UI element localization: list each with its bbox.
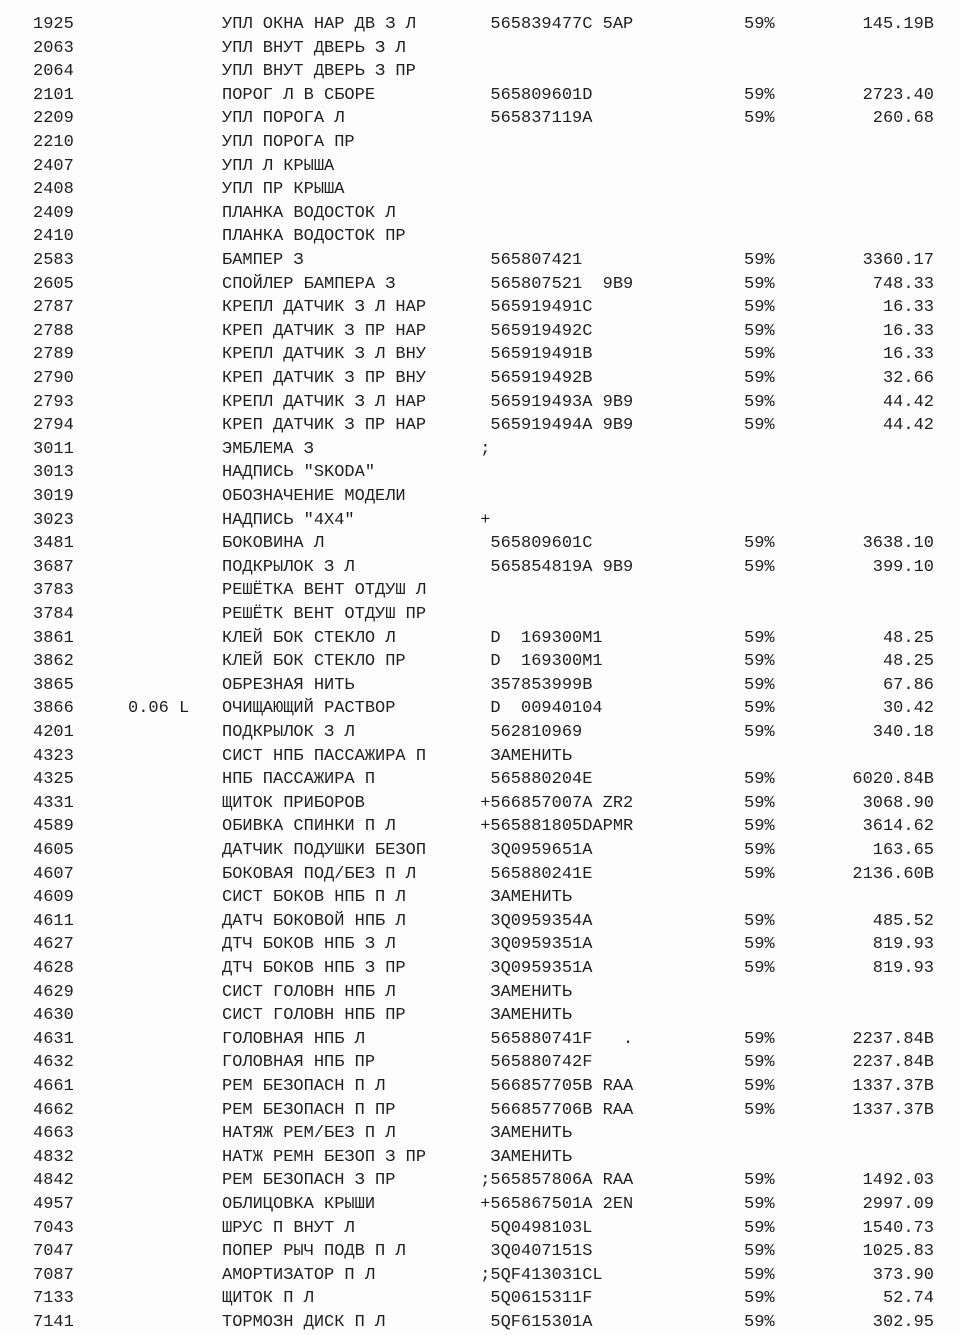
row-part-code: 566857706B RAA (470, 1100, 634, 1120)
table-row (0, 1099, 960, 1122)
table-row (0, 320, 960, 343)
table-row (0, 225, 960, 248)
row-part-name: КРЕП ДАТЧИК З ПР НАР (222, 416, 427, 436)
table-row (0, 627, 960, 650)
row-percent: 59% (744, 534, 775, 554)
row-part-code: D 169300M1 (470, 628, 603, 648)
row-number: 4201 (33, 723, 74, 742)
row-part-code: 566857705B RAA (470, 1077, 634, 1096)
row-price: 340.18 (872, 723, 934, 742)
row-part-code: D 00940104 (470, 699, 603, 719)
row-percent: 59% (744, 1289, 775, 1309)
row-number: 2210 (33, 133, 74, 152)
row-part-code: 3Q0959651A (470, 841, 593, 860)
row-part-code: D 169300M1 (470, 652, 603, 672)
row-number: 4609 (33, 888, 74, 908)
table-row (0, 249, 960, 272)
row-part-name: КЛЕЙ БОК СТЕКЛО ПР (222, 652, 406, 672)
row-percent: 59% (744, 1195, 775, 1214)
table-row (0, 1217, 960, 1240)
row-part-code: 3Q0959354A (470, 911, 593, 931)
row-percent: 59% (744, 416, 775, 436)
row-number: 3013 (33, 463, 74, 483)
table-row (0, 1075, 960, 1098)
table-row (0, 1028, 960, 1051)
row-number: 4323 (33, 746, 74, 766)
row-part-name: РЕШЁТКА ВЕНТ ОТДУШ Л (222, 581, 427, 601)
row-number: 7047 (33, 1242, 74, 1262)
table-row (0, 697, 960, 720)
row-price: 48.25 (882, 652, 934, 672)
table-row (0, 178, 960, 201)
table-row (0, 981, 960, 1004)
table-row (0, 131, 960, 154)
table-row (0, 485, 960, 508)
row-part-name: ЩИТОК П Л (222, 1289, 314, 1309)
row-price: 163.65 (872, 841, 934, 860)
row-part-name: НАТЖ РЕМН БЕЗОП З ПР (222, 1147, 427, 1167)
row-part-name: УПЛ ПР КРЫША (222, 180, 345, 200)
row-price: 44.42 (882, 416, 934, 436)
table-row (0, 414, 960, 437)
table-row (0, 532, 960, 555)
table-row (0, 155, 960, 178)
row-part-code: ЗАМЕНИТЬ (470, 1124, 573, 1144)
row-quantity: 0.06 L (128, 699, 190, 719)
row-part-code: 3Q0959351A (470, 935, 593, 955)
row-price: 30.42 (882, 699, 934, 719)
row-part-name: ПЛАНКА ВОДОСТОК ПР (222, 227, 406, 247)
row-part-name: БОКОВИНА Л (222, 534, 325, 554)
row-part-name: УПЛ ОКНА НАР ДВ З Л (222, 15, 416, 34)
row-part-name: УПЛ ВНУТ ДВЕРЬ З ПР (222, 62, 416, 82)
row-price: 1025.83 (862, 1242, 934, 1262)
row-part-code: 565809601D (470, 85, 593, 105)
row-percent: 59% (744, 1171, 775, 1191)
row-part-name: ПЛАНКА ВОДОСТОК Л (222, 203, 396, 223)
table-row (0, 1122, 960, 1145)
row-part-name: СПОЙЛЕР БАМПЕРА З (222, 274, 396, 294)
table-row (0, 792, 960, 815)
row-part-code: 565854819A 9B9 (470, 557, 634, 577)
row-percent: 59% (744, 1242, 775, 1262)
row-number: 4832 (33, 1147, 74, 1167)
row-percent: 59% (744, 1265, 775, 1285)
row-percent: 59% (744, 817, 775, 837)
row-part-name: ДТЧ БОКОВ НПБ З Л (222, 935, 396, 955)
row-number: 7087 (33, 1265, 74, 1285)
row-number: 3687 (33, 557, 74, 577)
row-part-code: ЗАМЕНИТЬ (470, 982, 573, 1002)
table-row (0, 1146, 960, 1169)
row-price: 1492.03 (862, 1171, 934, 1191)
table-row (0, 745, 960, 768)
row-part-name: ОЧИЩАЮЩИЙ РАСТВОР (222, 699, 396, 719)
row-percent: 59% (744, 1077, 775, 1096)
row-percent: 59% (744, 392, 775, 412)
row-part-name: СИСТ НПБ ПАССАЖИРА П (222, 746, 427, 766)
row-price: 16.33 (882, 345, 934, 365)
row-percent: 59% (744, 841, 775, 860)
table-row (0, 957, 960, 980)
table-row (0, 1311, 960, 1334)
row-price: 1337.37B (852, 1077, 934, 1096)
row-number: 4662 (33, 1100, 74, 1120)
row-part-name: ГОЛОВНАЯ НПБ ПР (222, 1053, 376, 1073)
row-number: 4661 (33, 1077, 74, 1096)
row-part-code: 3Q0959351A (470, 959, 593, 978)
row-part-code: 565919494A 9B9 (470, 416, 634, 436)
row-number: 3481 (33, 534, 74, 554)
row-percent: 59% (744, 652, 775, 672)
row-number: 4331 (33, 793, 74, 813)
row-number: 2408 (33, 180, 74, 200)
row-price: 52.74 (882, 1289, 934, 1309)
row-percent: 59% (744, 723, 775, 742)
row-part-code: 565809601C (470, 534, 593, 554)
row-number: 4611 (33, 911, 74, 931)
table-row (0, 202, 960, 225)
table-row (0, 1193, 960, 1216)
row-part-name: ОБОЗНАЧЕНИЕ МОДЕЛИ (222, 487, 406, 506)
row-price: 399.10 (872, 557, 934, 577)
row-part-name: СИСТ БОКОВ НПБ П Л (222, 888, 406, 908)
table-row (0, 579, 960, 602)
row-part-name: РЕМ БЕЗОПАСН П Л (222, 1077, 386, 1096)
row-part-code: ;5QF413031CL (470, 1265, 603, 1285)
row-number: 3023 (33, 510, 74, 530)
row-part-code: +566857007A ZR2 (470, 793, 634, 813)
row-percent: 59% (744, 1029, 775, 1049)
row-part-code: 3Q0407151S (470, 1242, 593, 1262)
row-part-name: УПЛ ПОРОГА ПР (222, 133, 355, 152)
row-part-code: +565867501A 2EN (470, 1195, 634, 1214)
row-part-name: ОБЛИЦОВКА КРЫШИ (222, 1195, 376, 1214)
row-price: 485.52 (872, 911, 934, 931)
row-part-name: КРЕП ДАТЧИК З ПР ВНУ (222, 369, 427, 388)
table-row (0, 107, 960, 130)
row-part-name: РЕШЁТК ВЕНТ ОТДУШ ПР (222, 605, 427, 624)
row-part-code: 562810969 (470, 723, 583, 742)
row-part-code: 565880241E (470, 864, 593, 884)
row-price: 48.25 (882, 628, 934, 648)
row-number: 2209 (33, 109, 74, 129)
row-number: 4663 (33, 1124, 74, 1144)
table-row (0, 603, 960, 626)
row-part-code: 565919493A 9B9 (470, 392, 634, 412)
row-percent: 59% (744, 298, 775, 318)
row-part-name: ОБИВКА СПИНКИ П Л (222, 817, 396, 837)
table-row (0, 886, 960, 909)
table-row (0, 391, 960, 414)
table-row (0, 13, 960, 36)
row-number: 3865 (33, 675, 74, 695)
table-row (0, 84, 960, 107)
row-percent: 59% (744, 911, 775, 931)
row-percent: 59% (744, 864, 775, 884)
row-part-name: КРЕПЛ ДАТЧИК З Л НАР (222, 392, 427, 412)
row-part-name: УПЛ ПОРОГА Л (222, 109, 345, 129)
row-price: 819.93 (872, 935, 934, 955)
row-part-name: ПОДКРЫЛОК З Л (222, 557, 355, 577)
table-row (0, 273, 960, 296)
row-number: 2793 (33, 392, 74, 412)
row-number: 4631 (33, 1029, 74, 1049)
row-price: 302.95 (872, 1313, 934, 1332)
row-part-name: ГОЛОВНАЯ НПБ Л (222, 1029, 365, 1049)
row-percent: 59% (744, 675, 775, 695)
row-number: 2789 (33, 345, 74, 365)
row-part-code: 565919491B (470, 345, 593, 365)
row-price: 3068.90 (862, 793, 934, 813)
table-row (0, 839, 960, 862)
row-price: 145.19B (862, 15, 934, 34)
row-part-name: НАТЯЖ РЕМ/БЕЗ П Л (222, 1124, 396, 1144)
row-part-name: ДАТЧИК ПОДУШКИ БЕЗОП (222, 841, 427, 860)
row-part-name: ТОРМОЗН ДИСК П Л (222, 1313, 386, 1332)
row-number: 2063 (33, 38, 74, 58)
table-row (0, 674, 960, 697)
row-part-name: РЕМ БЕЗОПАСН П ПР (222, 1100, 396, 1120)
row-part-name: ПОПЕР РЫЧ ПОДВ П Л (222, 1242, 406, 1262)
row-percent: 59% (744, 85, 775, 105)
row-part-name: БАМПЕР З (222, 251, 304, 270)
row-percent: 59% (744, 345, 775, 365)
row-number: 7141 (33, 1313, 74, 1332)
row-percent: 59% (744, 1100, 775, 1120)
row-number: 4628 (33, 959, 74, 978)
row-part-code: ЗАМЕНИТЬ (470, 888, 573, 908)
table-row (0, 1264, 960, 1287)
table-row (0, 721, 960, 744)
row-price: 3360.17 (862, 251, 934, 270)
row-price: 32.66 (882, 369, 934, 388)
row-part-code: 565880204E (470, 770, 593, 790)
row-number: 4842 (33, 1171, 74, 1191)
row-number: 3862 (33, 652, 74, 672)
row-part-name: РЕМ БЕЗОПАСН З ПР (222, 1171, 396, 1191)
row-part-code: ;565857806A RAA (470, 1171, 634, 1191)
row-number: 1925 (33, 15, 74, 34)
row-number: 3784 (33, 605, 74, 624)
row-part-name: ДТЧ БОКОВ НПБ З ПР (222, 959, 406, 978)
row-percent: 59% (744, 959, 775, 978)
row-number: 7043 (33, 1218, 74, 1238)
row-number: 2409 (33, 203, 74, 223)
row-percent: 59% (744, 109, 775, 129)
table-row (0, 367, 960, 390)
row-percent: 59% (744, 557, 775, 577)
row-part-name: ДАТЧ БОКОВОЙ НПБ Л (222, 911, 406, 931)
row-part-code: +565881805DAPMR (470, 817, 634, 837)
table-row (0, 509, 960, 532)
row-number: 4325 (33, 770, 74, 790)
row-price: 2237.84B (852, 1053, 934, 1073)
row-price: 260.68 (872, 109, 934, 129)
row-part-code: 565880742F (470, 1053, 593, 1073)
row-price: 2136.60B (852, 864, 934, 884)
row-number: 2583 (33, 251, 74, 270)
row-number: 2101 (33, 85, 74, 105)
row-percent: 59% (744, 369, 775, 388)
row-part-name: КРЕПЛ ДАТЧИК З Л ВНУ (222, 345, 427, 365)
row-part-name: КРЕПЛ ДАТЧИК З Л НАР (222, 298, 427, 318)
row-percent: 59% (744, 628, 775, 648)
table-row (0, 768, 960, 791)
row-part-code: 565919492C (470, 321, 593, 341)
row-number: 4605 (33, 841, 74, 860)
table-row (0, 1051, 960, 1074)
row-part-name: СИСТ ГОЛОВН НПБ Л (222, 982, 396, 1002)
table-row (0, 815, 960, 838)
row-percent: 59% (744, 251, 775, 270)
row-part-name: КЛЕЙ БОК СТЕКЛО Л (222, 628, 396, 648)
row-part-code: ЗАМЕНИТЬ (470, 746, 573, 766)
table-row (0, 343, 960, 366)
row-number: 4957 (33, 1195, 74, 1214)
row-number: 2407 (33, 156, 74, 176)
row-part-code: ЗАМЕНИТЬ (470, 1006, 573, 1026)
table-row (0, 438, 960, 461)
row-part-code: 357853999B (470, 675, 593, 695)
row-part-name: БОКОВАЯ ПОД/БЕЗ П Л (222, 864, 416, 884)
row-part-code: 5Q0498103L (470, 1218, 593, 1238)
row-percent: 59% (744, 793, 775, 813)
row-price: 3614.62 (862, 817, 934, 837)
row-price: 1540.73 (862, 1218, 934, 1238)
row-number: 3783 (33, 581, 74, 601)
row-part-code: ЗАМЕНИТЬ (470, 1147, 573, 1167)
row-part-code: 565919492B (470, 369, 593, 388)
row-number: 2064 (33, 62, 74, 82)
row-number: 4630 (33, 1006, 74, 1026)
row-part-name: АМОРТИЗАТОР П Л (222, 1265, 376, 1285)
row-price: 16.33 (882, 321, 934, 341)
row-number: 2605 (33, 274, 74, 294)
row-number: 4627 (33, 935, 74, 955)
row-percent: 59% (744, 1313, 775, 1332)
row-number: 3866 (33, 699, 74, 719)
row-number: 4629 (33, 982, 74, 1002)
table-row (0, 556, 960, 579)
row-number: 3861 (33, 628, 74, 648)
row-number: 2787 (33, 298, 74, 318)
row-part-name: ШРУС П ВНУТ Л (222, 1218, 355, 1238)
row-part-code: + (470, 510, 491, 530)
row-part-code: ; (470, 439, 491, 459)
row-part-name: ПОДКРЫЛОК З Л (222, 723, 355, 742)
row-price: 2237.84B (852, 1029, 934, 1049)
table-row (0, 933, 960, 956)
table-row (0, 296, 960, 319)
row-part-name: ЭМБЛЕМА З (222, 439, 314, 459)
row-number: 2794 (33, 416, 74, 436)
row-part-name: СИСТ ГОЛОВН НПБ ПР (222, 1006, 406, 1026)
row-part-name: ОБРЕЗНАЯ НИТЬ (222, 675, 355, 695)
row-part-name: УПЛ ВНУТ ДВЕРЬ З Л (222, 38, 406, 58)
row-percent: 59% (744, 1218, 775, 1238)
row-percent: 59% (744, 274, 775, 294)
row-price: 67.86 (882, 675, 934, 695)
row-part-code: 5Q0615311F (470, 1289, 593, 1309)
table-row (0, 461, 960, 484)
table-row (0, 37, 960, 60)
row-number: 7133 (33, 1289, 74, 1309)
row-part-code: 565919491C (470, 298, 593, 318)
row-number: 3019 (33, 487, 74, 506)
row-price: 44.42 (882, 392, 934, 412)
row-part-name: ЩИТОК ПРИБОРОВ (222, 793, 365, 813)
row-part-name: ПОРОГ Л В СБОРЕ (222, 85, 376, 105)
row-number: 2790 (33, 369, 74, 388)
table-row (0, 910, 960, 933)
row-price: 373.90 (872, 1265, 934, 1285)
row-part-code: 5QF615301A (470, 1313, 593, 1332)
row-percent: 59% (744, 321, 775, 341)
row-part-code: 565807521 9B9 (470, 274, 634, 294)
row-price: 16.33 (882, 298, 934, 318)
table-row (0, 1004, 960, 1027)
row-number: 2788 (33, 321, 74, 341)
row-part-name: НАДПИСЬ "SKODA" (222, 463, 376, 483)
row-price: 819.93 (872, 959, 934, 978)
row-part-name: НПБ ПАССАЖИРА П (222, 770, 376, 790)
row-price: 3638.10 (862, 534, 934, 554)
row-part-code: 565837119A (470, 109, 593, 129)
row-part-name: УПЛ Л КРЫША (222, 156, 335, 176)
table-row (0, 60, 960, 83)
row-part-code: 565880741F . (470, 1029, 634, 1049)
row-number: 4632 (33, 1053, 74, 1073)
table-row (0, 650, 960, 673)
row-percent: 59% (744, 935, 775, 955)
row-percent: 59% (744, 15, 775, 34)
table-row (0, 1169, 960, 1192)
row-percent: 59% (744, 699, 775, 719)
row-part-code: 565807421 (470, 251, 583, 270)
row-percent: 59% (744, 1053, 775, 1073)
row-number: 4589 (33, 817, 74, 837)
row-number: 4607 (33, 864, 74, 884)
row-price: 2723.40 (862, 85, 934, 105)
row-price: 1337.37B (852, 1100, 934, 1120)
row-percent: 59% (744, 770, 775, 790)
row-part-name: НАДПИСЬ "4X4" (222, 510, 355, 530)
row-price: 748.33 (872, 274, 934, 294)
row-number: 2410 (33, 227, 74, 247)
row-number: 3011 (33, 439, 74, 459)
row-part-code: 565839477C 5AP (470, 15, 634, 34)
table-row (0, 1240, 960, 1263)
table-row (0, 863, 960, 886)
row-price: 2997.09 (862, 1195, 934, 1214)
row-price: 6020.84B (852, 770, 934, 790)
table-row (0, 1287, 960, 1310)
row-part-name: КРЕП ДАТЧИК З ПР НАР (222, 321, 427, 341)
